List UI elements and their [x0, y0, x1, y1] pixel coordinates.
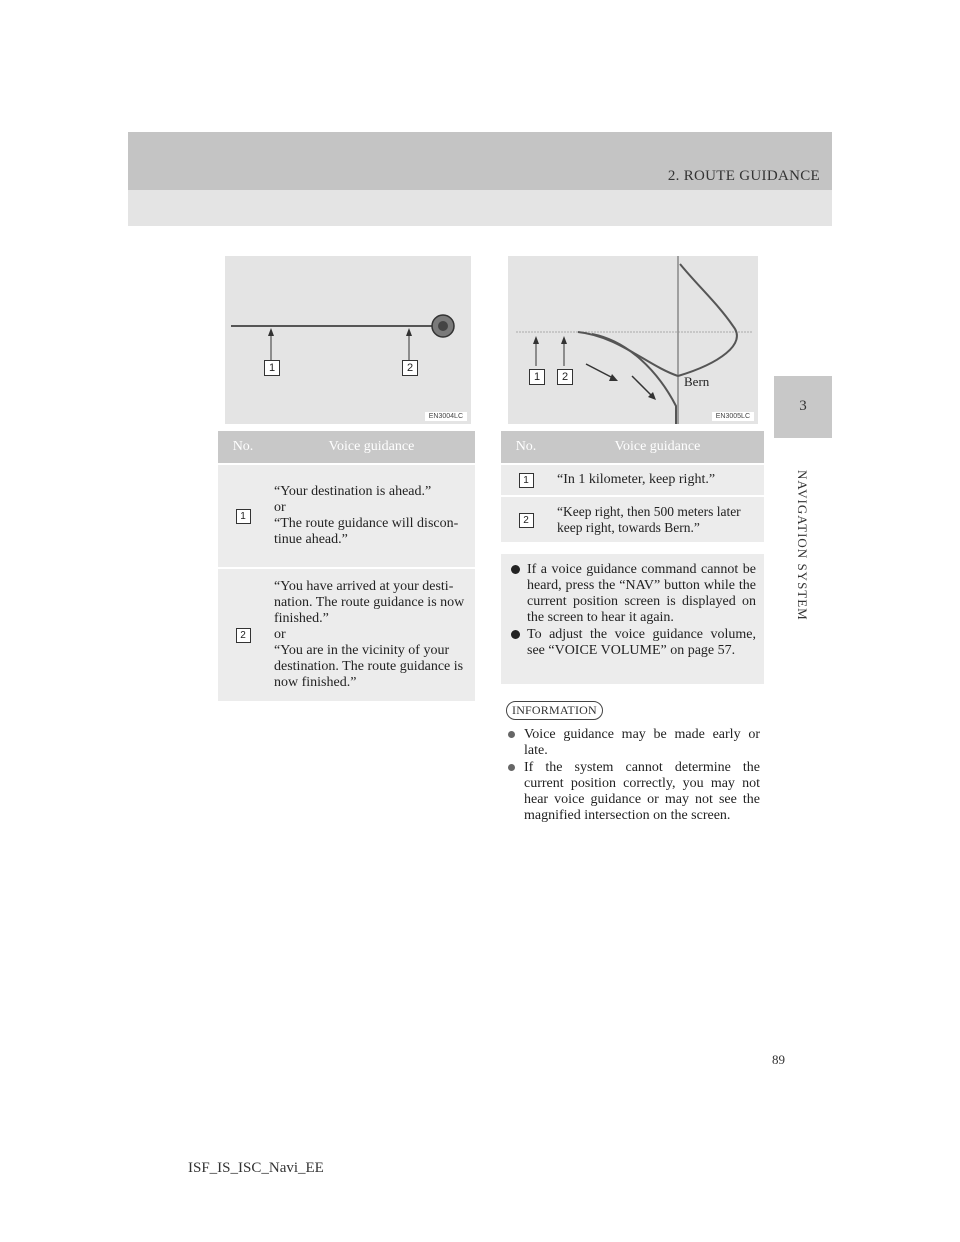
guidance-line: “The route guidance will discon- — [274, 516, 459, 531]
column-header-voice-guidance: Voice guidance — [551, 431, 764, 464]
page-number: 89 — [772, 1052, 785, 1067]
header-subband — [128, 190, 832, 226]
guidance-line: destination. The route guidance is — [274, 659, 464, 674]
guidance-line: “Your destination is ahead.” — [274, 484, 432, 499]
row-number: 1 — [519, 473, 534, 488]
information-item: Voice guidance may be made early or late. — [506, 727, 760, 759]
guidance-line: “You have arrived at your desti- — [274, 579, 454, 594]
figure-code: EN3004LC — [425, 412, 467, 421]
guidance-line: “Keep right, then 500 meters later — [557, 503, 741, 519]
voice-guidance-table-destination — [218, 431, 475, 701]
place-label-bern: Bern — [684, 374, 710, 389]
callout-1: 1 — [264, 360, 280, 376]
information-list — [506, 727, 760, 825]
table-row — [501, 464, 764, 496]
figure-destination-ahead — [225, 256, 471, 424]
notes-list — [501, 554, 764, 659]
notes-box — [501, 554, 764, 684]
row-number: 1 — [236, 509, 251, 524]
figure-code: EN3005LC — [712, 412, 754, 421]
guidance-line: tinue ahead.” — [274, 532, 348, 547]
route-line-diagram — [225, 256, 471, 424]
table-row — [218, 464, 475, 568]
information-badge: INFORMATION — [506, 701, 603, 720]
column-header-no: No. — [218, 431, 268, 464]
section-title: 2. ROUTE GUIDANCE — [667, 168, 820, 184]
footer-code: ISF_IS_ISC_Navi_EE — [188, 1160, 324, 1176]
guidance-line: “In 1 kilometer, keep right.” — [557, 472, 716, 487]
chapter-label: NAVIGATION SYSTEM — [795, 470, 810, 621]
column-header-no: No. — [501, 431, 551, 464]
guidance-line: nation. The route guidance is now — [274, 595, 465, 610]
column-header-voice-guidance: Voice guidance — [268, 431, 475, 464]
row-number: 2 — [519, 513, 534, 528]
guidance-line: now finished.” — [274, 675, 357, 690]
guidance-line: or — [274, 500, 286, 515]
figure-keep-right — [508, 256, 758, 424]
table-row — [501, 496, 764, 542]
voice-guidance-table-keep-right — [501, 431, 764, 542]
note-item: To adjust the voice guidance volume, see “VOICE VOLUME” on page 57. — [509, 627, 756, 659]
row-number: 2 — [236, 628, 251, 643]
guidance-line: finished.” — [274, 611, 329, 626]
callout-2: 2 — [402, 360, 418, 376]
chapter-number: 3 — [799, 398, 807, 414]
table-row — [218, 568, 475, 701]
guidance-line: or — [274, 627, 286, 642]
callout-2: 2 — [557, 369, 573, 385]
guidance-line: keep right, towards Bern.” — [557, 519, 700, 535]
guidance-line: “You are in the vicinity of your — [274, 643, 450, 658]
callout-1: 1 — [529, 369, 545, 385]
intersection-diagram — [508, 256, 758, 424]
note-item: If a voice guidance command cannot be heard, press the “NAV” button while the current position screen is displayed on the screen to hear it again. — [509, 562, 756, 626]
information-item: If the system cannot determine the current position correctly, you may not hear voice guidance or may not see the magnified intersection on the screen. — [506, 760, 760, 824]
